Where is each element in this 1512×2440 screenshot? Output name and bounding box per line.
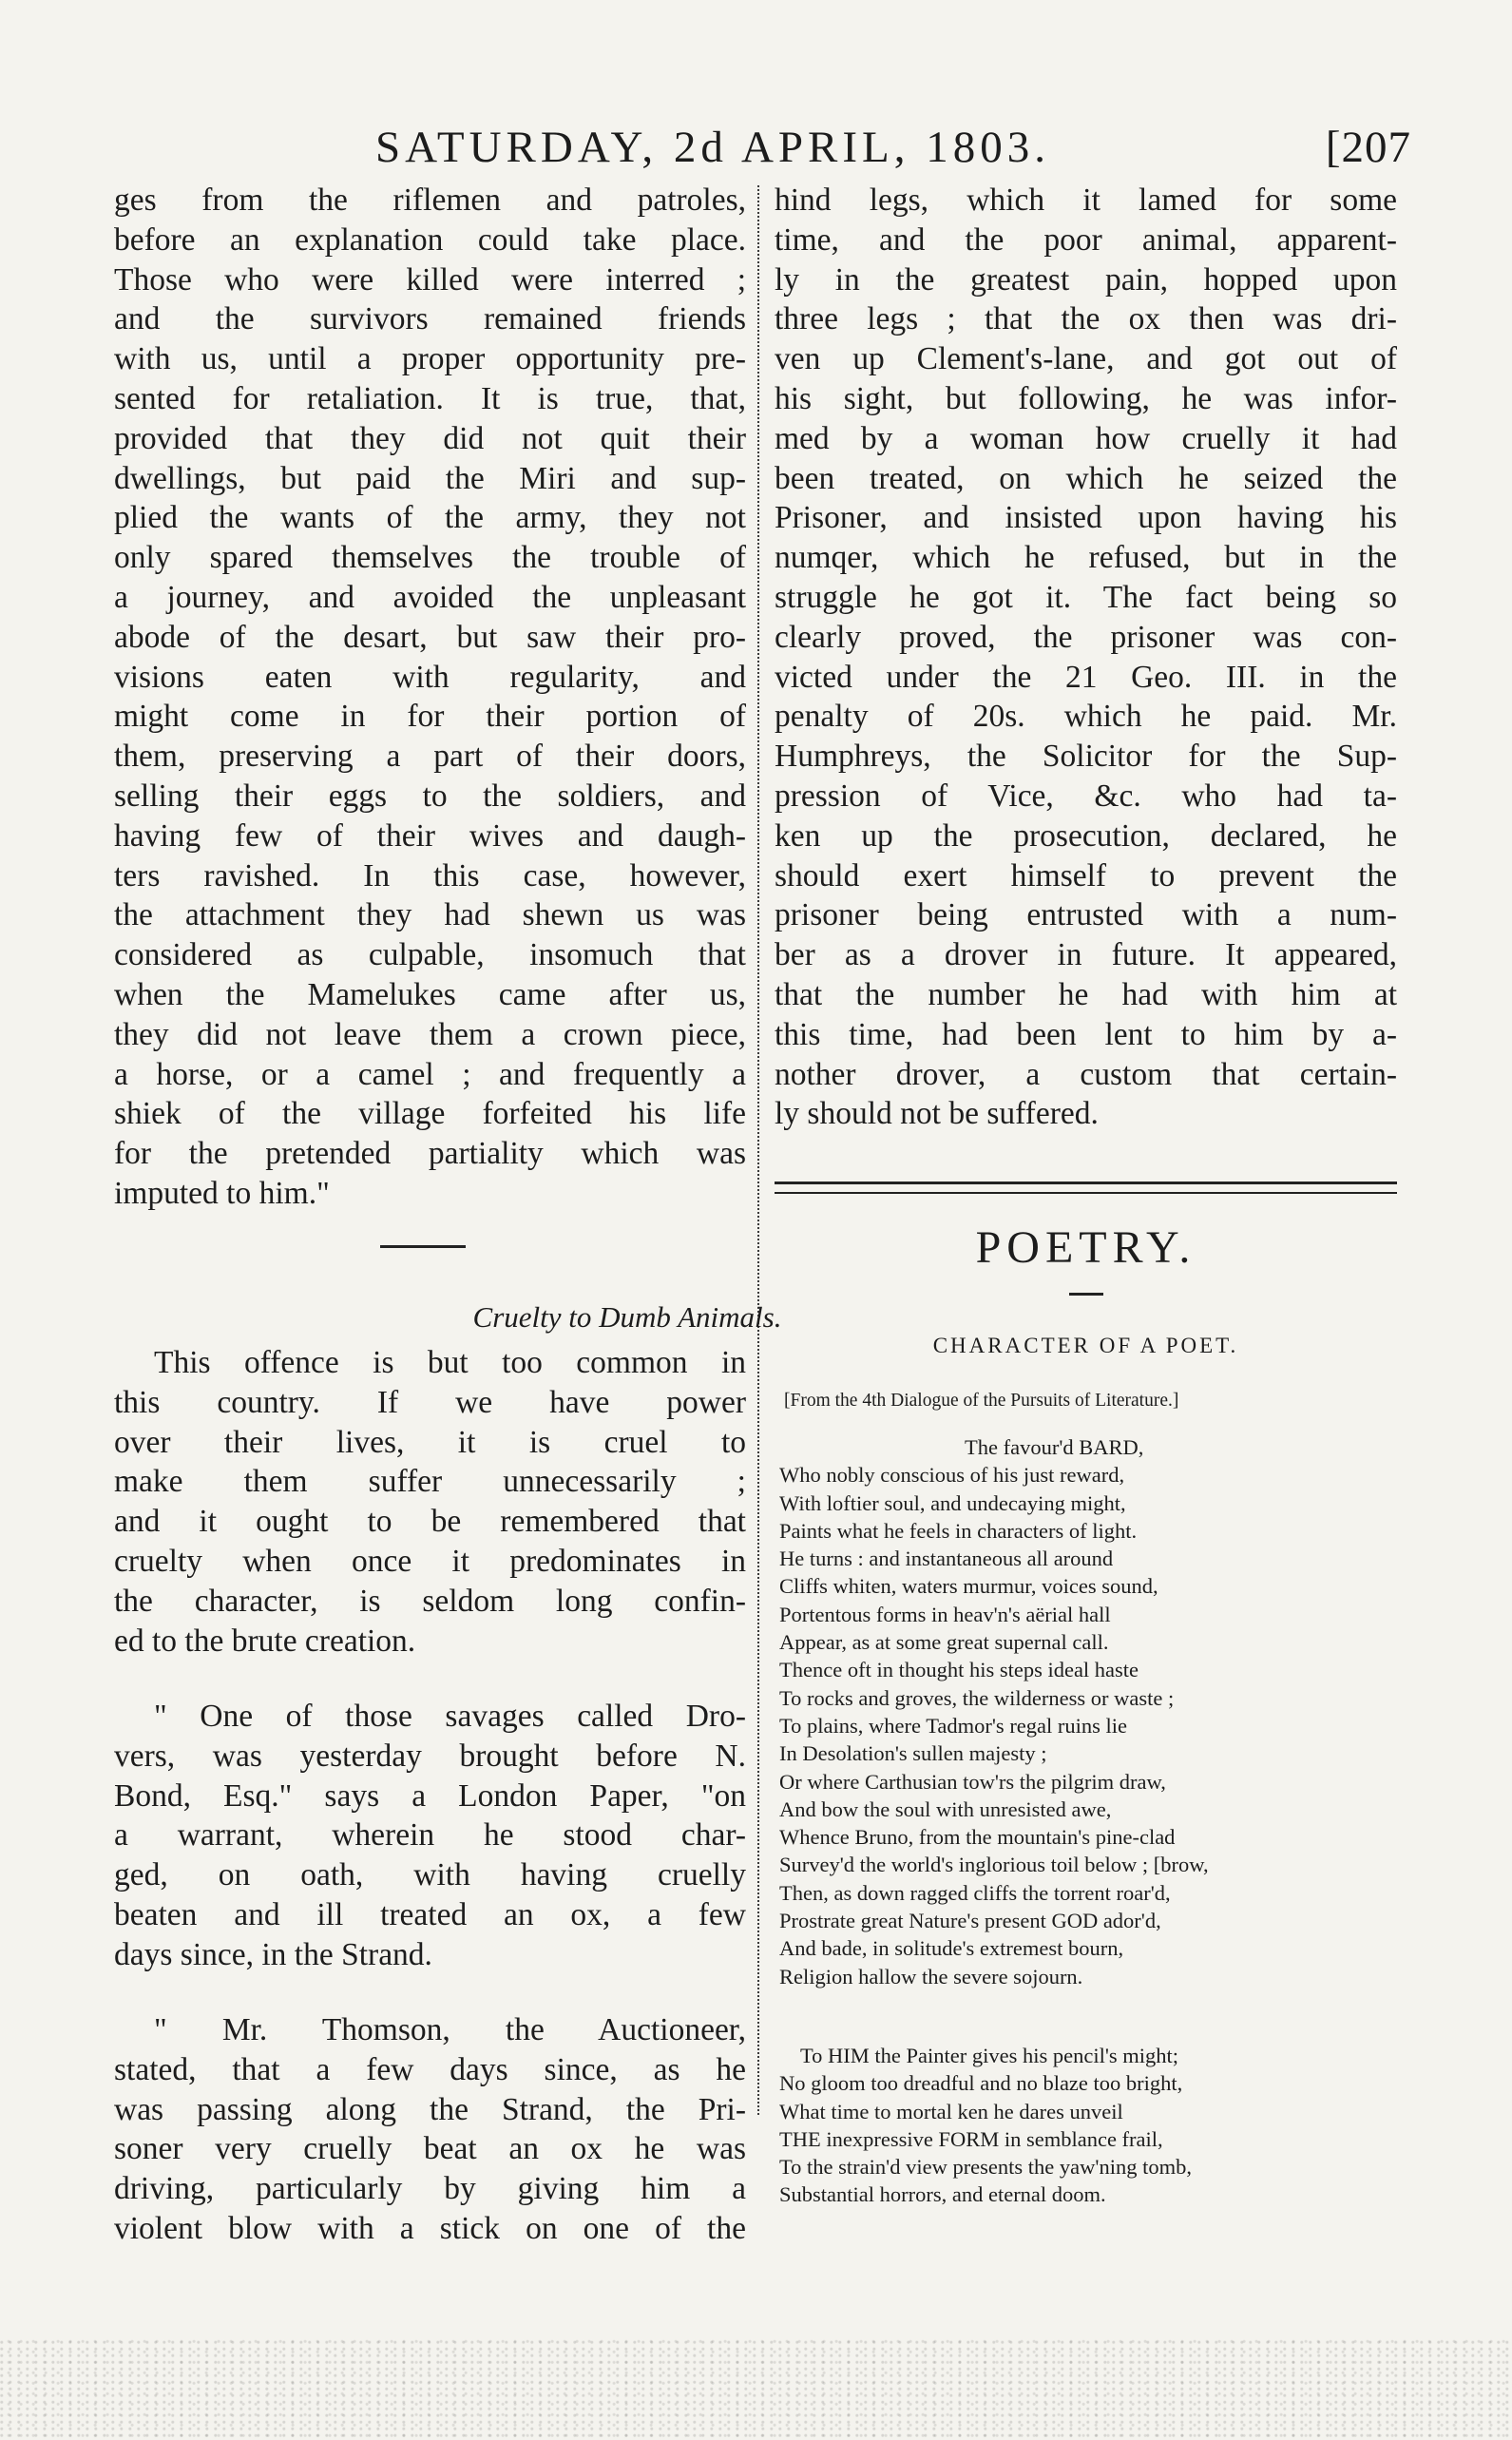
text-line: ven up Clement's-lane, and got out of bbox=[775, 341, 1397, 377]
text-line: ges from the riflemen and patroles, bbox=[114, 183, 746, 218]
verse-line: Paints what he feels in characters of light. bbox=[779, 1518, 1138, 1543]
verse-line: Substantial horrors, and eternal doom. bbox=[779, 2182, 1106, 2207]
section-title: Cruelty to Dumb Animals. bbox=[472, 1300, 782, 1334]
text-line: a journey, and avoided the unpleasant bbox=[114, 579, 746, 615]
text-line: make them suffer unnecessarily ; bbox=[114, 1464, 746, 1500]
text-line: over their lives, it is cruel to bbox=[114, 1424, 746, 1460]
page-number: [207 bbox=[1325, 123, 1411, 172]
verse-line: Appear, as at some great supernal call. bbox=[779, 1630, 1109, 1655]
poem-stanza-2 bbox=[779, 2042, 1407, 2209]
verse-line: The favour'd BARD, bbox=[965, 1435, 1144, 1459]
text-line: numqer, which he refused, but in the bbox=[775, 540, 1397, 576]
text-line: " One of those savages called Dro- bbox=[154, 1699, 746, 1734]
text-line: ters ravished. In this case, however, bbox=[114, 857, 746, 893]
poem-source: [From the 4th Dialogue of the Pursuits of Literature.] bbox=[784, 1391, 1179, 1411]
text-line: vers, was yesterday brought before N. bbox=[114, 1738, 746, 1774]
verse-line: Religion hallow the severe sojourn. bbox=[779, 1964, 1083, 1989]
text-line: them, preserving a part of their doors, bbox=[114, 739, 746, 775]
text-line: Humphreys, the Solicitor for the Sup- bbox=[775, 739, 1397, 775]
text-line: only spared themselves the trouble of bbox=[114, 540, 746, 576]
left-column-text-1 bbox=[114, 181, 746, 1214]
text-line: that the number he had with him at bbox=[775, 976, 1397, 1012]
verse-line: To plains, where Tadmor's regal ruins lie bbox=[779, 1713, 1128, 1738]
poem-stanza-1 bbox=[779, 1433, 1407, 1990]
text-line: provided that they did not quit their bbox=[114, 420, 746, 456]
verse-line: Portentous forms in heav'n's aërial hall bbox=[779, 1602, 1111, 1626]
text-line: " Mr. Thomson, the Auctioneer, bbox=[154, 2012, 746, 2047]
text-line: driving, particularly by giving him a bbox=[114, 2171, 746, 2207]
text-line: nother drover, a custom that certain- bbox=[775, 1056, 1397, 1092]
text-line: prisoner being entrusted with a num- bbox=[775, 897, 1397, 933]
text-line: violent blow with a stick on one of the bbox=[114, 2210, 746, 2246]
verse-line: What time to mortal ken he dares unveil bbox=[779, 2099, 1123, 2123]
text-line: this country. If we have power bbox=[114, 1384, 746, 1420]
verse-line: With loftier soul, and undecaying might, bbox=[779, 1490, 1126, 1515]
text-line: ged, on oath, with having cruelly bbox=[114, 1857, 746, 1893]
verse-line: He turns : and instantaneous all around bbox=[779, 1547, 1114, 1571]
left-column-text-3 bbox=[114, 1697, 746, 1975]
verse-line: Cliffs whiten, waters murmur, voices sound, bbox=[779, 1574, 1158, 1599]
text-line: they did not leave them a crown piece, bbox=[114, 1016, 746, 1052]
page-header bbox=[375, 122, 1411, 188]
section-divider bbox=[380, 1245, 466, 1248]
text-line: time, and the poor animal, apparent- bbox=[775, 221, 1397, 258]
paper-speckle bbox=[0, 2338, 1512, 2440]
text-line: ed to the brute creation. bbox=[114, 1623, 416, 1659]
text-line: his sight, but following, he was infor- bbox=[775, 380, 1397, 416]
text-line: plied the wants of the army, they not bbox=[114, 500, 746, 536]
poetry-divider bbox=[1069, 1293, 1103, 1296]
text-line: penalty of 20s. which he paid. Mr. bbox=[775, 699, 1397, 735]
text-line: might come in for their portion of bbox=[114, 699, 746, 735]
text-line: struggle he got it. The fact being so bbox=[775, 579, 1397, 615]
text-line: and it ought to be remembered that bbox=[114, 1504, 746, 1540]
verse-line: To the strain'd view presents the yaw'ning tomb, bbox=[779, 2155, 1192, 2180]
verse-line: Or where Carthusian tow'rs the pilgrim draw, bbox=[779, 1769, 1166, 1794]
text-line: dwellings, but paid the Miri and sup- bbox=[114, 460, 746, 496]
text-line: sented for retaliation. It is true, that, bbox=[114, 380, 746, 416]
text-line: clearly proved, the prisoner was con- bbox=[775, 619, 1397, 655]
right-column-text bbox=[775, 181, 1397, 1134]
text-line: was passing along the Strand, the Pri- bbox=[114, 2091, 746, 2127]
verse-line: Thence oft in thought his steps ideal haste bbox=[779, 1658, 1139, 1682]
text-line: shiek of the village forfeited his life bbox=[114, 1096, 746, 1132]
text-line: victed under the 21 Geo. III. in the bbox=[775, 659, 1397, 695]
text-line: having few of their wives and daugh- bbox=[114, 817, 746, 854]
text-line: Bond, Esq." says a London Paper, "on bbox=[114, 1777, 746, 1814]
poetry-heading: POETRY. bbox=[975, 1222, 1196, 1273]
text-line: ly should not be suffered. bbox=[775, 1096, 1099, 1132]
text-line: days since, in the Strand. bbox=[114, 1936, 432, 1972]
text-line: This offence is but too common in bbox=[154, 1345, 746, 1380]
verse-line: To HIM the Painter gives his pencil's might; bbox=[800, 2044, 1179, 2067]
text-line: pression of Vice, &c. who had ta- bbox=[775, 778, 1397, 814]
verse-line: To rocks and groves, the wilderness or waste ; bbox=[779, 1685, 1175, 1710]
text-line: for the pretended partiality which was bbox=[114, 1136, 746, 1172]
text-line: beaten and ill treated an ox, a few bbox=[114, 1896, 746, 1932]
text-line: ken up the prosecution, declared, he bbox=[775, 817, 1397, 854]
poem-title: CHARACTER OF A POET. bbox=[932, 1334, 1239, 1357]
text-line: when the Mamelukes came after us, bbox=[114, 976, 746, 1012]
verse-line: No gloom too dreadful and no blaze too bright, bbox=[779, 2071, 1183, 2096]
text-line: selling their eggs to the soldiers, and bbox=[114, 778, 746, 814]
text-line: three legs ; that the ox then was dri- bbox=[775, 301, 1397, 337]
verse-line: Survey'd the world's inglorious toil below ; [brow, bbox=[779, 1853, 1209, 1877]
verse-line: And bow the soul with unresisted awe, bbox=[779, 1796, 1112, 1821]
left-column-text-2 bbox=[114, 1343, 746, 1661]
verse-line: THE inexpressive FORM in semblance frail, bbox=[779, 2126, 1163, 2151]
verse-line: Whence Bruno, from the mountain's pine-clad bbox=[779, 1825, 1176, 1850]
text-line: considered as culpable, insomuch that bbox=[114, 937, 746, 973]
verse-line: Prostrate great Nature's present GOD ador'd, bbox=[779, 1909, 1161, 1933]
header-date: SATURDAY, 2d APRIL, 1803. bbox=[375, 123, 1051, 172]
text-line: imputed to him." bbox=[114, 1175, 330, 1211]
text-line: stated, that a few days since, as he bbox=[114, 2051, 746, 2087]
text-line: and the survivors remained friends bbox=[114, 301, 746, 337]
text-line: Prisoner, and insisted upon having his bbox=[775, 500, 1397, 536]
text-line: a warrant, wherein he stood char- bbox=[114, 1817, 746, 1854]
text-line: the attachment they had shewn us was bbox=[114, 897, 746, 933]
text-line: this time, had been lent to him by a- bbox=[775, 1016, 1397, 1052]
text-line: the character, is seldom long confin- bbox=[114, 1583, 746, 1619]
text-line: with us, until a proper opportunity pre- bbox=[114, 341, 746, 377]
text-line: hind legs, which it lamed for some bbox=[775, 183, 1397, 218]
verse-line: And bade, in solitude's extremest bourn, bbox=[779, 1936, 1124, 1961]
verse-line: Who nobly conscious of his just reward, bbox=[779, 1463, 1125, 1488]
text-line: should exert himself to prevent the bbox=[775, 857, 1397, 893]
text-line: before an explanation could take place. bbox=[114, 221, 746, 258]
text-line: abode of the desart, but saw their pro- bbox=[114, 619, 746, 655]
text-line: a horse, or a camel ; and frequently a bbox=[114, 1056, 746, 1092]
text-line: been treated, on which he seized the bbox=[775, 460, 1397, 496]
column-divider bbox=[757, 185, 759, 2115]
text-line: visions eaten with regularity, and bbox=[114, 659, 746, 695]
text-line: cruelty when once it predominates in bbox=[114, 1543, 746, 1579]
verse-line: In Desolation's sullen majesty ; bbox=[779, 1741, 1047, 1766]
text-line: ly in the greatest pain, hopped upon bbox=[775, 261, 1397, 298]
double-rule bbox=[775, 1182, 1397, 1194]
left-column-text-4 bbox=[114, 2010, 746, 2249]
text-line: med by a woman how cruelly it had bbox=[775, 420, 1397, 456]
text-line: soner very cruelly beat an ox he was bbox=[114, 2131, 746, 2167]
text-line: ber as a drover in future. It appeared, bbox=[775, 937, 1397, 973]
text-line: Those who were killed were interred ; bbox=[114, 261, 746, 298]
verse-line: Then, as down ragged cliffs the torrent roar'd, bbox=[779, 1880, 1171, 1905]
